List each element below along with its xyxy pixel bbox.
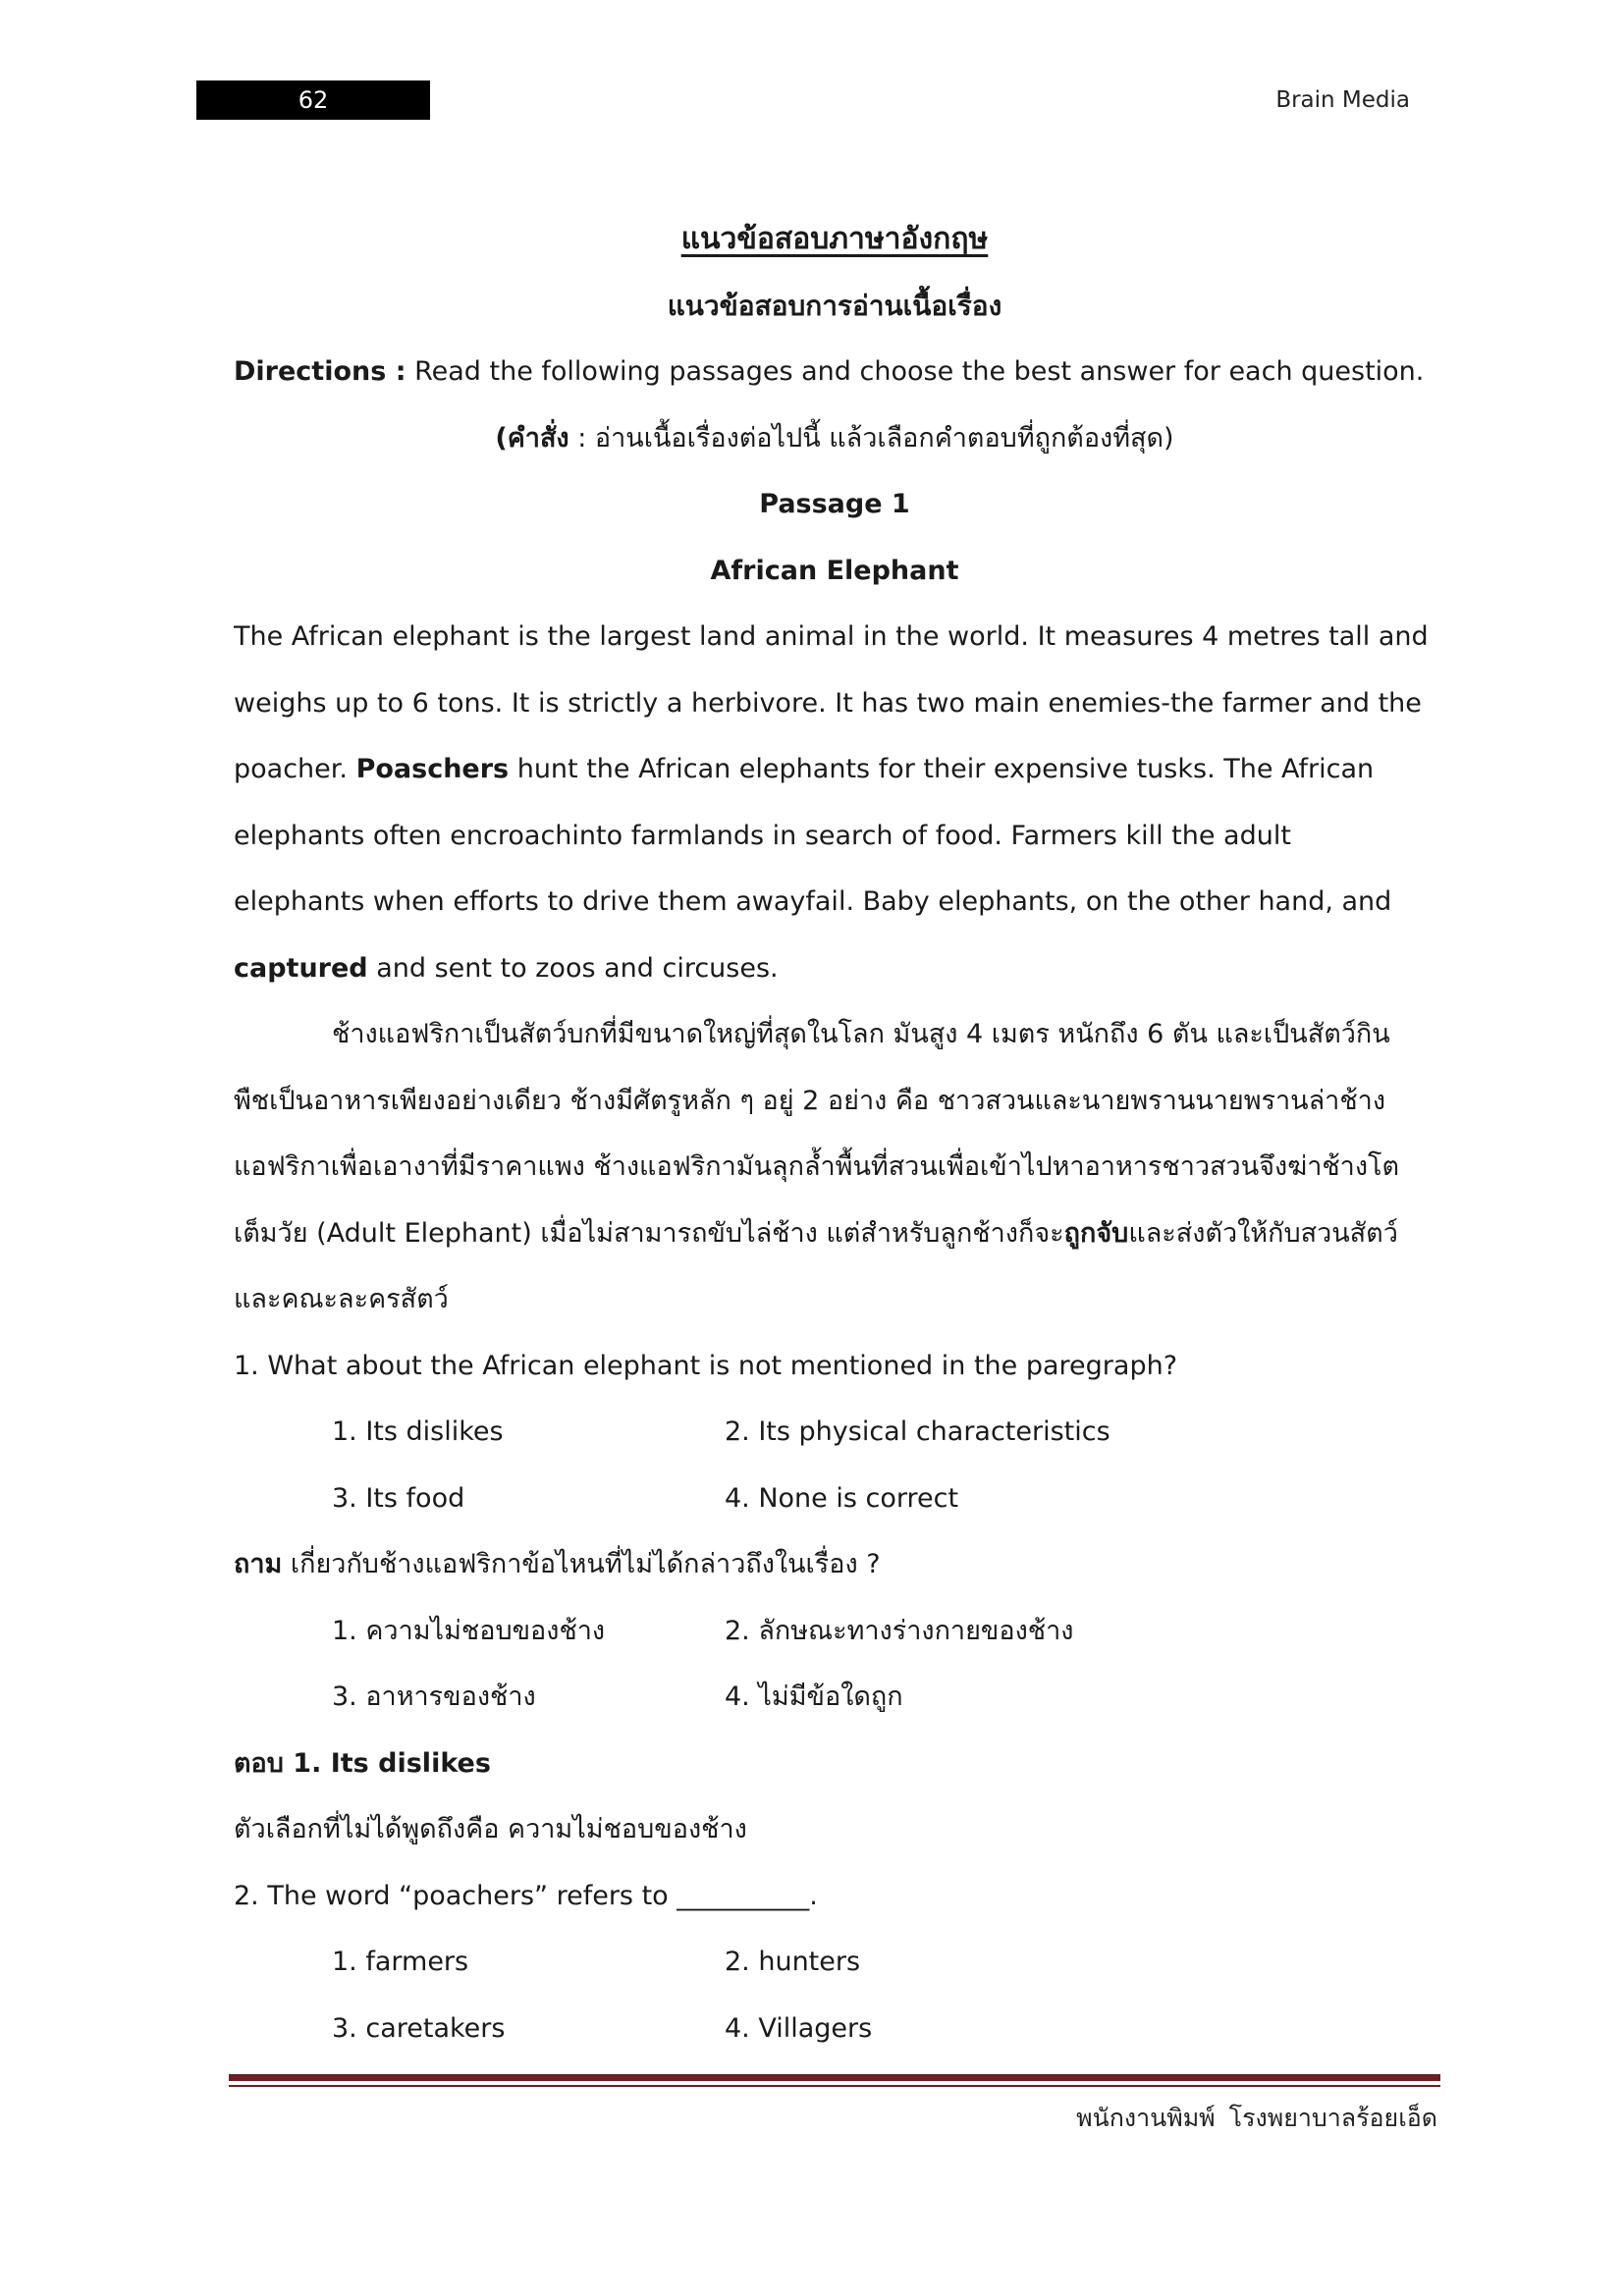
question-1: 1. What about the African elephant is not mentioned in the paregraph? [234,1350,1178,1381]
passage-text: hunt the African elephants for their expensive tusks. The African [509,754,1375,784]
thai-text: และส่งตัวให้กับสวนสัตว์ [1128,1217,1398,1249]
question-1-thai-options-row [234,1598,1435,1665]
page-subtitle: แนวข้อสอบการอ่านเนื้อเรื่อง [667,289,1002,322]
thai-translation-line: แอฟริกาเพื่อเอางาที่มีราคาแพง ช้างแอฟริกามันลุกล้ำพื้นที่สวนเพื่อเข้าไปหาอาหารชาวสวนจึงฆ่าช้างโต [234,1151,1400,1182]
directions [234,339,1435,405]
passage-line: weighs up to 6 tons. It is strictly a herbivore. It has two main enemies-the farmer and the [234,687,1422,719]
passage-line: The African elephant is the largest land animal in the world. It measures 4 metres tall and [234,621,1429,652]
thai-option: 3. อาหารของช้าง [332,1682,536,1712]
question-1-answer: ตอบ 1. Its dislikes [234,1747,491,1779]
option: 2. Its physical characteristics [725,1416,1110,1447]
question-1-options-row [234,1466,1435,1532]
instruction-label: (คำสั่ง [495,422,569,454]
instruction-thai [234,405,1435,472]
question-1-thai [234,1531,1435,1598]
question-2-options-row [234,1996,1435,2062]
footer-right: โรงพยาบาลร้อยเอ็ด [1228,2104,1437,2132]
footer-rule-thin [229,2085,1440,2087]
directions-label: Directions : [234,356,406,387]
thai-translation-line: ช้างแอฟริกาเป็นสัตว์บกที่มีขนาดใหญ่ที่สุดในโลก มันสูง 4 เมตร หนักถึง 6 ตัน และเป็นสัตว์กิน [332,1019,1390,1049]
option: 3. caretakers [332,2012,506,2044]
thai-option: 2. ลักษณะทางร่างกายของช้าง [725,1615,1074,1646]
passage-text: and sent to zoos and circuses. [367,952,779,984]
passage-line [234,736,1435,803]
publisher-name: Brain Media [1275,87,1410,113]
thai-text: เต็มวัย (Adult Elephant) เมื่อไม่สามารถขับไล่ช้าง แต่สำหรับลูกช้างก็จะ [234,1217,1064,1249]
question-1-explanation: ตัวเลือกที่ไม่ได้พูดถึงคือ ความไม่ชอบของช้าง [234,1814,747,1844]
option: 1. farmers [332,1947,469,1977]
footer-rule-thick [229,2074,1440,2081]
page-content [234,206,1435,2061]
thai-translation-line: พืชเป็นอาหารเพียงอย่างเดียว ช้างมีศัตรูหลัก ๆ อยู่ 2 อย่าง คือ ชาวสวนและนายพรานนายพรานล่าช้าง [234,1085,1386,1116]
thai-question-text: เกี่ยวกับช้างแอฟริกาข้อไหนที่ไม่ได้กล่าวถึงในเรื่อง ? [282,1549,881,1579]
thai-option: 1. ความไม่ชอบของช้าง [332,1615,606,1646]
page-number-box [196,80,430,120]
passage-line: elephants often encroachinto farmlands in search of food. Farmers kill the adult [234,820,1291,851]
directions-text: Read the following passages and choose the best answer for each question. [406,356,1425,387]
passage-title: African Elephant [710,555,959,586]
page-title: แนวข้อสอบภาษาอังกฤษ [680,222,989,256]
option: 2. hunters [725,1947,861,1977]
option: 4. None is correct [725,1482,959,1514]
thai-bold-word: ถูกจับ [1063,1217,1129,1249]
passage-text: poacher. [234,754,356,784]
passage-bold-word: captured [234,952,368,984]
option: 1. Its dislikes [332,1416,504,1447]
question-2: 2. The word “poachers” refers to __________. [234,1880,818,1911]
passage-label: Passage 1 [759,489,910,519]
question-2-options-row [234,1929,1435,1996]
page-number: 62 [298,86,329,114]
passage-bold-word: Poaschers [355,754,510,784]
instruction-text: : อ่านเนื้อเรื่องต่อไปนี้ แล้วเลือกคำตอบที่ถูกต้องที่สุด) [568,422,1174,454]
thai-translation-line [234,1201,1435,1267]
option: 4. Villagers [725,2012,873,2044]
footer [1062,2099,1437,2138]
passage-line: elephants when efforts to drive them awayfail. Baby elephants, on the other hand, and [234,886,1392,917]
thai-translation-line: และคณะละครสัตว์ [234,1284,449,1314]
question-1-thai-options-row [234,1664,1435,1731]
option: 3. Its food [332,1482,465,1514]
question-1-options-row [234,1399,1435,1466]
passage-line [234,935,1435,1002]
thai-question-label: ถาม [234,1549,283,1579]
thai-option: 4. ไม่มีข้อใดถูก [725,1682,903,1712]
footer-left: พนักงานพิมพ์ [1076,2104,1216,2132]
